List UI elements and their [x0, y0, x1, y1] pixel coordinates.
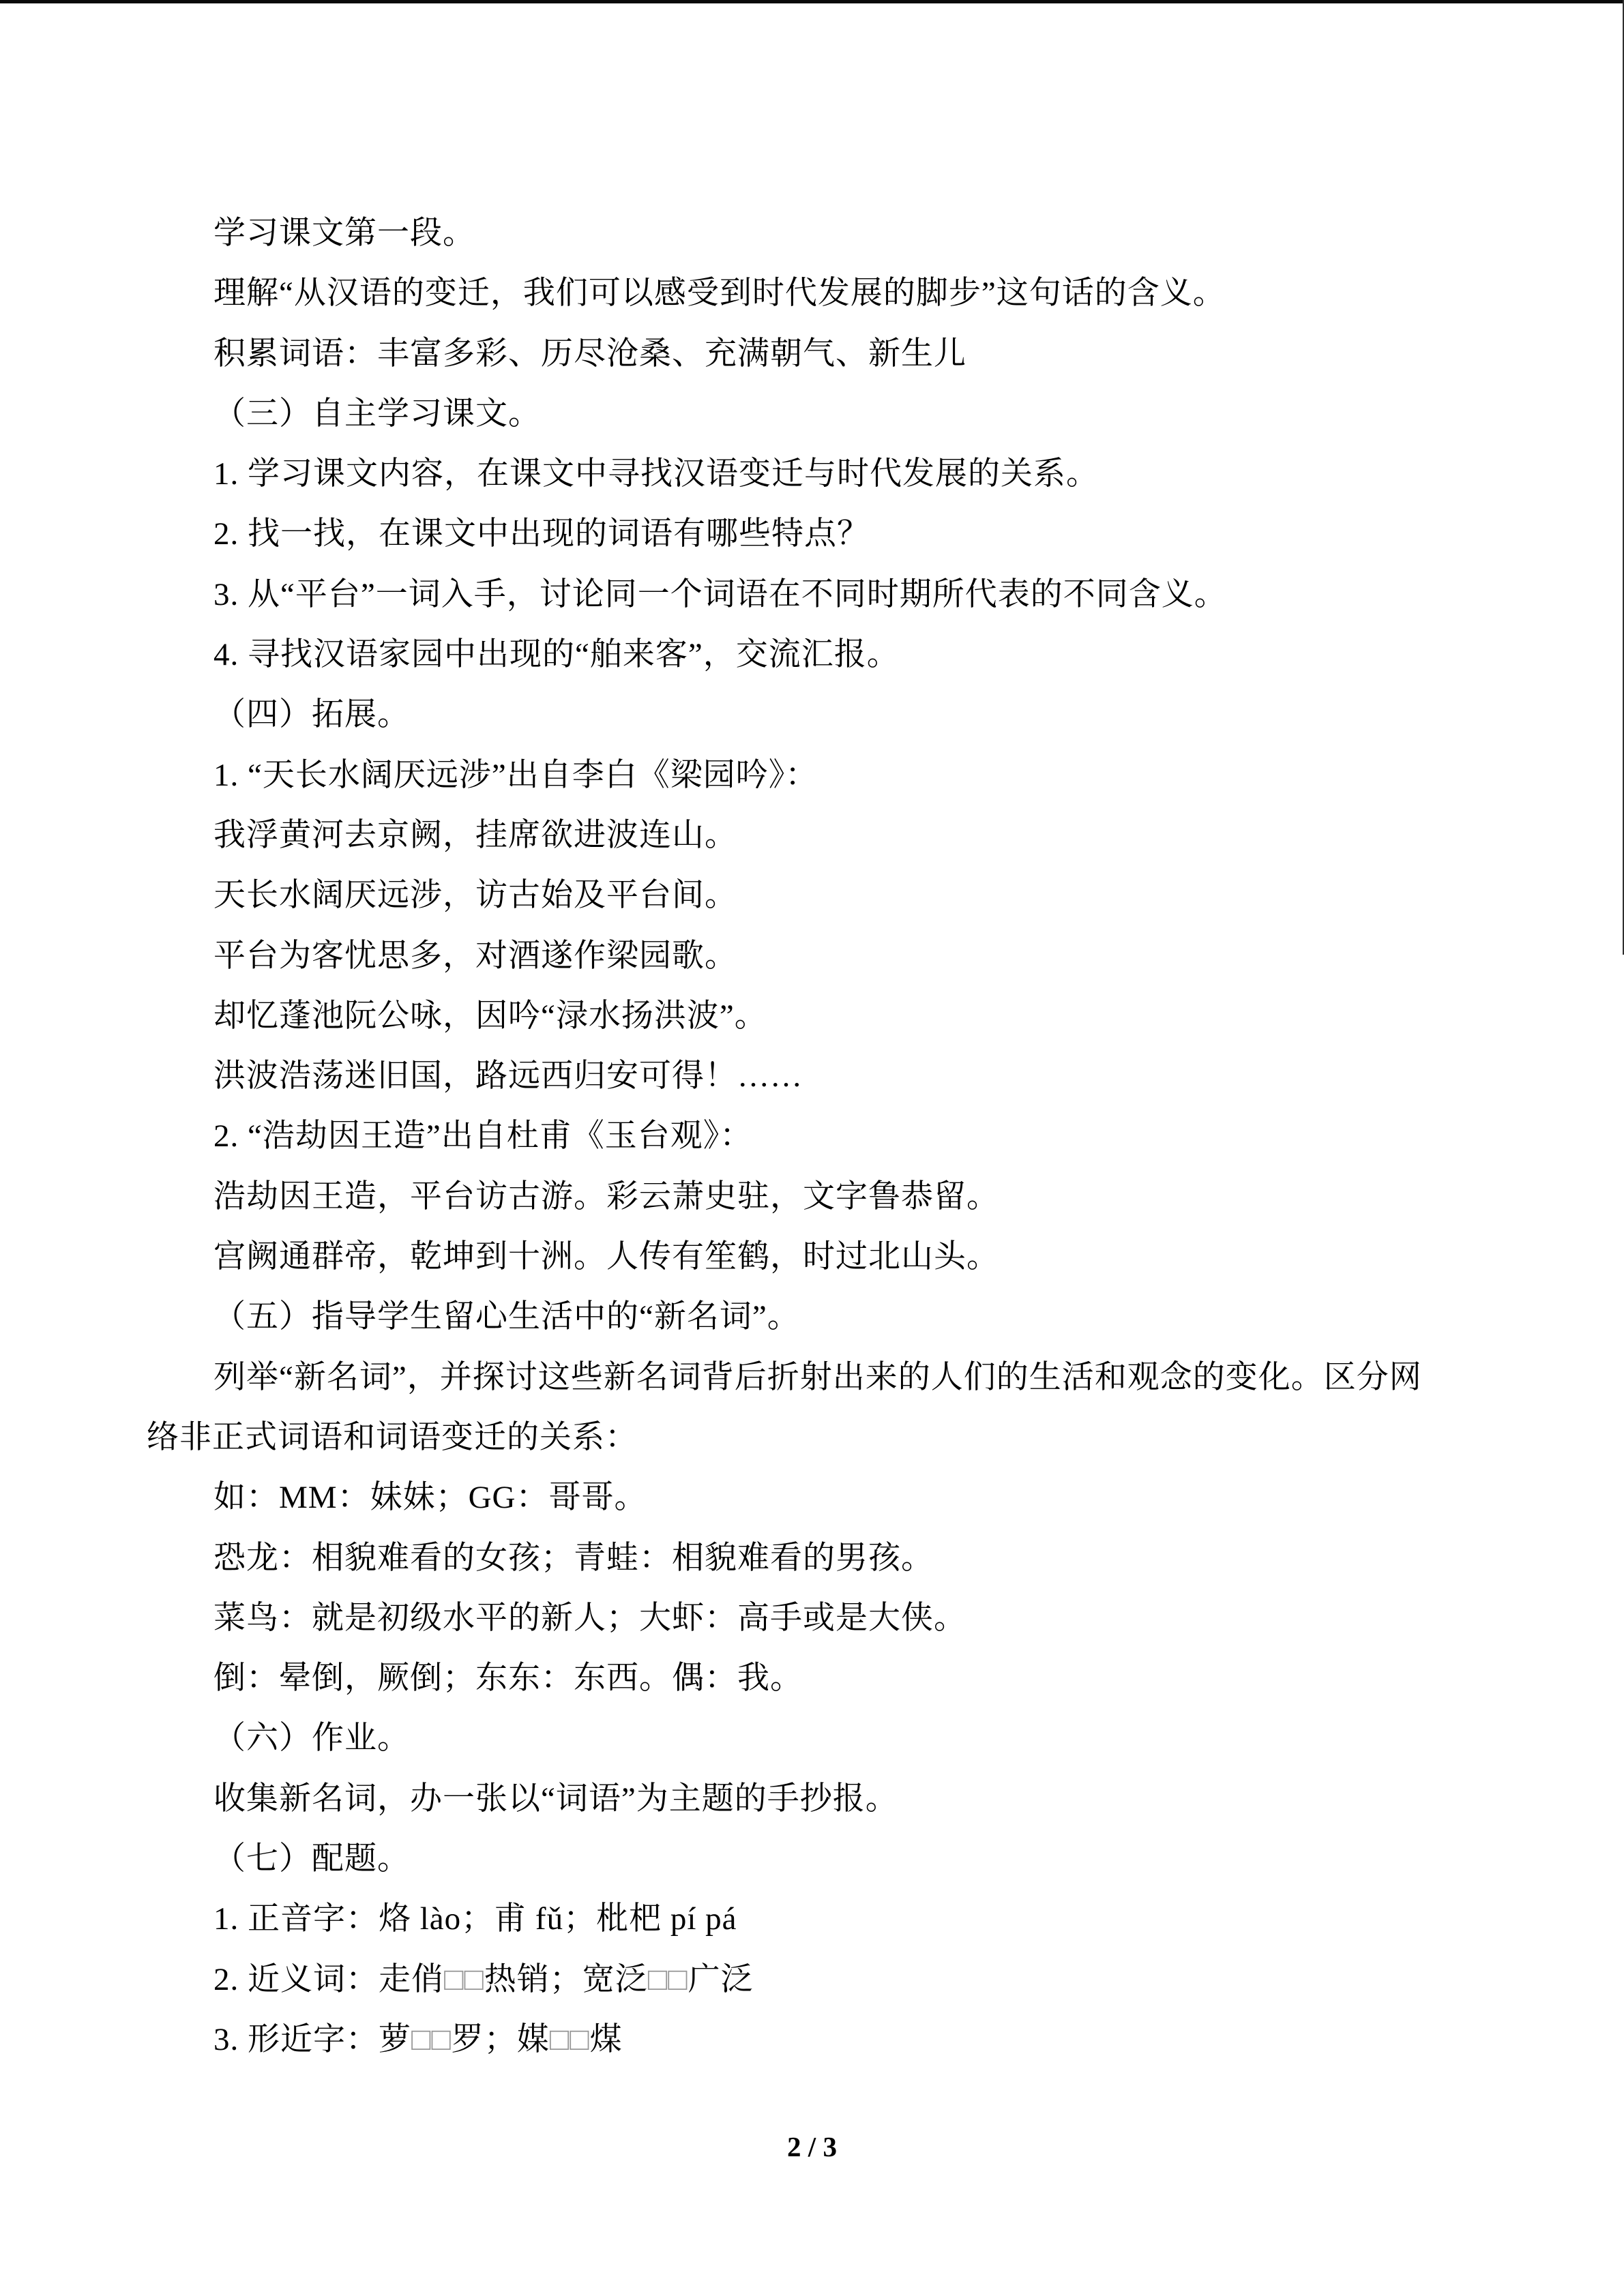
doc-line: 3. 从“平台”一词入手，讨论同一个词语在不同时期所代表的不同含义。 [213, 576, 1227, 612]
doc-line: 积累词语：丰富多彩、历尽沧桑、充满朝气、新生儿 [213, 336, 966, 372]
doc-line: 3. 形近字：萝□□罗；媒□□煤 [213, 2021, 623, 2057]
doc-line: 平台为客忧思多，对酒遂作梁园歌。 [213, 938, 737, 974]
doc-line: 恐龙：相貌难看的女孩；青蛙：相貌难看的男孩。 [213, 1540, 934, 1576]
page-footer [0, 2126, 1624, 2167]
doc-line: （五）指导学生留心生活中的“新名词”。 [213, 1299, 800, 1335]
doc-line: 4. 寻找汉语家园中出现的“舶来客”，交流汇报。 [213, 637, 900, 673]
doc-line: 菜鸟：就是初级水平的新人；大虾：高手或是大侠。 [213, 1600, 966, 1636]
doc-line: 1. 正音字：烙 lào；甫 fǔ；枇杷 pí pá [213, 1901, 737, 1937]
doc-line: 收集新名词，办一张以“词语”为主题的手抄报。 [213, 1780, 898, 1817]
doc-line: 如：MM：妹妹；GG：哥哥。 [213, 1480, 647, 1516]
doc-line: （六）作业。 [213, 1720, 410, 1757]
doc-line: 2. 近义词：走俏□□热销；宽泛□□广泛 [213, 1961, 754, 1997]
missing-glyph-box: □ [668, 1961, 688, 1997]
doc-line: 宫阙通群帝，乾坤到十洲。人传有笙鹤，时过北山头。 [213, 1239, 999, 1275]
page-number: 2 / 3 [787, 2131, 837, 2162]
missing-glyph-box: □ [431, 2021, 452, 2057]
doc-line: 1. “天长水阔厌远涉”出自李白《梁园吟》： [213, 757, 818, 793]
doc-line: 理解“从汉语的变迁，我们可以感受到时代发展的脚步”这句话的含义。 [213, 275, 1226, 312]
doc-line: 2. “浩劫因王造”出自杜甫《玉台观》： [213, 1118, 753, 1154]
doc-line: 络非正式词语和词语变迁的关系： [147, 1419, 638, 1455]
document-body [147, 203, 1456, 2070]
doc-line: 浩劫因王造，平台访古游。彩云萧史驻，文字鲁恭留。 [213, 1178, 999, 1214]
doc-line: 却忆蓬池阮公咏，因吟“渌水扬洪波”。 [213, 998, 767, 1034]
doc-line: 天长水阔厌远涉，访古始及平台间。 [213, 878, 737, 914]
doc-line: 1. 学习课文内容，在课文中寻找汉语变迁与时代发展的关系。 [213, 456, 1099, 492]
doc-line: （四）拓展。 [213, 697, 410, 733]
page-top-border [0, 0, 1624, 3]
doc-line: 学习课文第一段。 [213, 215, 475, 251]
missing-glyph-box: □ [444, 1961, 464, 1997]
missing-glyph-box: □ [549, 2021, 570, 2057]
doc-line: 倒：晕倒，厥倒；东东：东西。偶：我。 [213, 1660, 803, 1697]
missing-glyph-box: □ [464, 1961, 484, 1997]
doc-line: 列举“新名词”，并探讨这些新名词背后折射出来的人们的生活和观念的变化。区分网 [213, 1359, 1422, 1395]
missing-glyph-box: □ [411, 2021, 432, 2057]
missing-glyph-box: □ [570, 2021, 590, 2057]
doc-line: 2. 找一找，在课文中出现的词语有哪些特点？ [213, 516, 870, 552]
doc-line: （七）配题。 [213, 1841, 410, 1877]
doc-line: 洪波浩荡迷旧国，路远西归安可得！…… [213, 1058, 803, 1094]
doc-line: 我浮黄河去京阙，挂席欲进波连山。 [213, 817, 737, 853]
doc-line: （三）自主学习课文。 [213, 396, 541, 432]
missing-glyph-box: □ [647, 1961, 668, 1997]
